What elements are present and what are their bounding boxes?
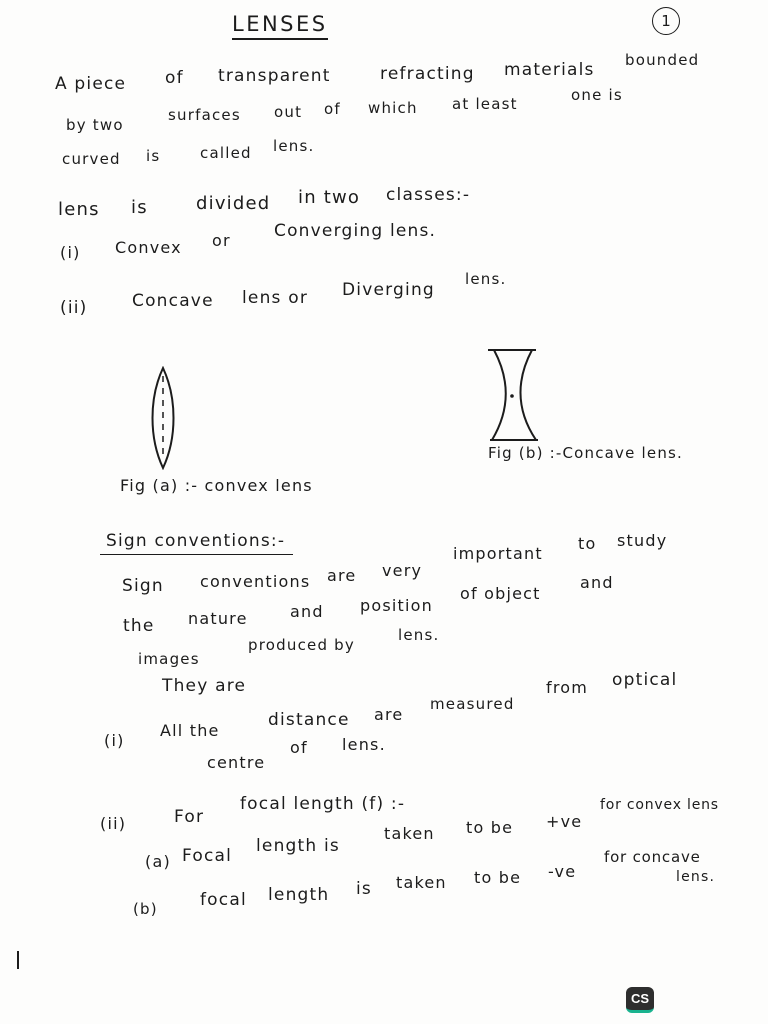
para-word: produced by — [248, 636, 355, 654]
intro-word: called — [200, 144, 252, 162]
rule-word: for convex lens — [600, 797, 719, 813]
intro-word: one is — [571, 86, 623, 104]
intro-word: which — [368, 99, 418, 117]
classes-word: lens — [58, 199, 100, 220]
rule-word: lens. — [676, 869, 716, 885]
para-word: conventions — [200, 572, 311, 591]
para-line: They are — [162, 676, 247, 696]
class-item-word: Diverging — [342, 280, 435, 300]
intro-word: A piece — [55, 74, 127, 94]
para-word: the — [123, 616, 155, 636]
rule-word: lens. — [342, 735, 386, 754]
para-word: nature — [188, 609, 248, 628]
rule-word: (ii) — [100, 814, 127, 833]
rule-word: focal length (f) :- — [240, 794, 406, 814]
rule-word: For — [174, 807, 205, 827]
rule-word: measured — [430, 695, 515, 713]
rule-word: for concave — [604, 848, 701, 866]
class-item-word: Convex — [115, 238, 182, 257]
intro-word: of — [324, 100, 341, 118]
intro-word: materials — [504, 60, 595, 80]
rule-word: to be — [466, 818, 514, 837]
class-item-word: or — [212, 231, 231, 250]
rule-word: of — [290, 738, 308, 757]
para-word: Sign — [122, 576, 164, 596]
rule-word: length — [268, 885, 330, 905]
classes-word: divided — [196, 193, 271, 214]
rule-word: centre — [207, 753, 266, 772]
para-word: and — [290, 602, 324, 621]
rule-word: distance — [268, 710, 350, 730]
intro-word: out — [274, 103, 303, 121]
rule-word: All the — [160, 721, 220, 740]
rule-word: length is — [256, 836, 340, 856]
class-item-word: Concave — [132, 291, 214, 311]
concave-lens-diagram — [484, 346, 544, 446]
intro-word: transparent — [218, 66, 331, 86]
rule-word: +ve — [546, 812, 583, 831]
para-word: of object — [460, 584, 541, 603]
rule-word: (b) — [133, 900, 158, 918]
para-word: study — [617, 531, 668, 550]
para-word: images — [138, 650, 200, 668]
para-word: very — [382, 561, 423, 580]
class-item-word: Converging lens. — [274, 221, 437, 241]
rule-word: focal — [200, 890, 247, 910]
rule-word: taken — [396, 873, 447, 892]
rule-word: -ve — [548, 862, 577, 881]
intro-word: refracting — [380, 64, 475, 84]
page-title: LENSES — [232, 14, 328, 40]
classes-word: is — [131, 197, 148, 218]
para-word: to — [578, 534, 597, 553]
intro-word: of — [165, 68, 184, 88]
para-word: important — [453, 544, 543, 563]
rule-word: Focal — [182, 846, 233, 866]
class-item-word: lens. — [465, 270, 507, 288]
para-word: and — [580, 573, 614, 592]
rule-word: taken — [384, 824, 435, 843]
intro-word: is — [146, 147, 161, 165]
classes-word: classes:- — [386, 185, 471, 205]
convex-lens-caption: Fig (a) :- convex lens — [120, 476, 313, 495]
intro-word: surfaces — [168, 106, 241, 124]
rule-word: to be — [474, 868, 522, 887]
rule-word: is — [356, 879, 372, 899]
concave-lens-caption: Fig (b) :-Concave lens. — [488, 444, 684, 462]
class-item-word: (i) — [60, 243, 81, 262]
rule-word: (i) — [104, 731, 125, 750]
classes-word: in two — [298, 187, 361, 208]
para-word: are — [327, 566, 357, 585]
para-word: lens. — [398, 626, 440, 644]
rule-word: from — [546, 678, 589, 697]
margin-mark — [17, 951, 19, 969]
para-word: position — [360, 596, 433, 615]
intro-word: by two — [66, 116, 124, 134]
intro-word: curved — [62, 150, 121, 168]
intro-word: at least — [452, 95, 518, 113]
sign-conventions-heading: Sign conventions:- — [100, 533, 293, 555]
rule-word: are — [374, 705, 404, 724]
class-item-word: lens or — [242, 288, 309, 308]
intro-word: bounded — [625, 51, 700, 69]
class-item-word: (ii) — [60, 298, 88, 318]
rule-word: (a) — [145, 852, 171, 871]
intro-word: lens. — [273, 137, 315, 155]
convex-lens-diagram — [143, 366, 183, 470]
page-number: 1 — [652, 7, 680, 35]
scanner-logo-icon: CS — [626, 987, 654, 1013]
rule-word: optical — [612, 670, 678, 690]
